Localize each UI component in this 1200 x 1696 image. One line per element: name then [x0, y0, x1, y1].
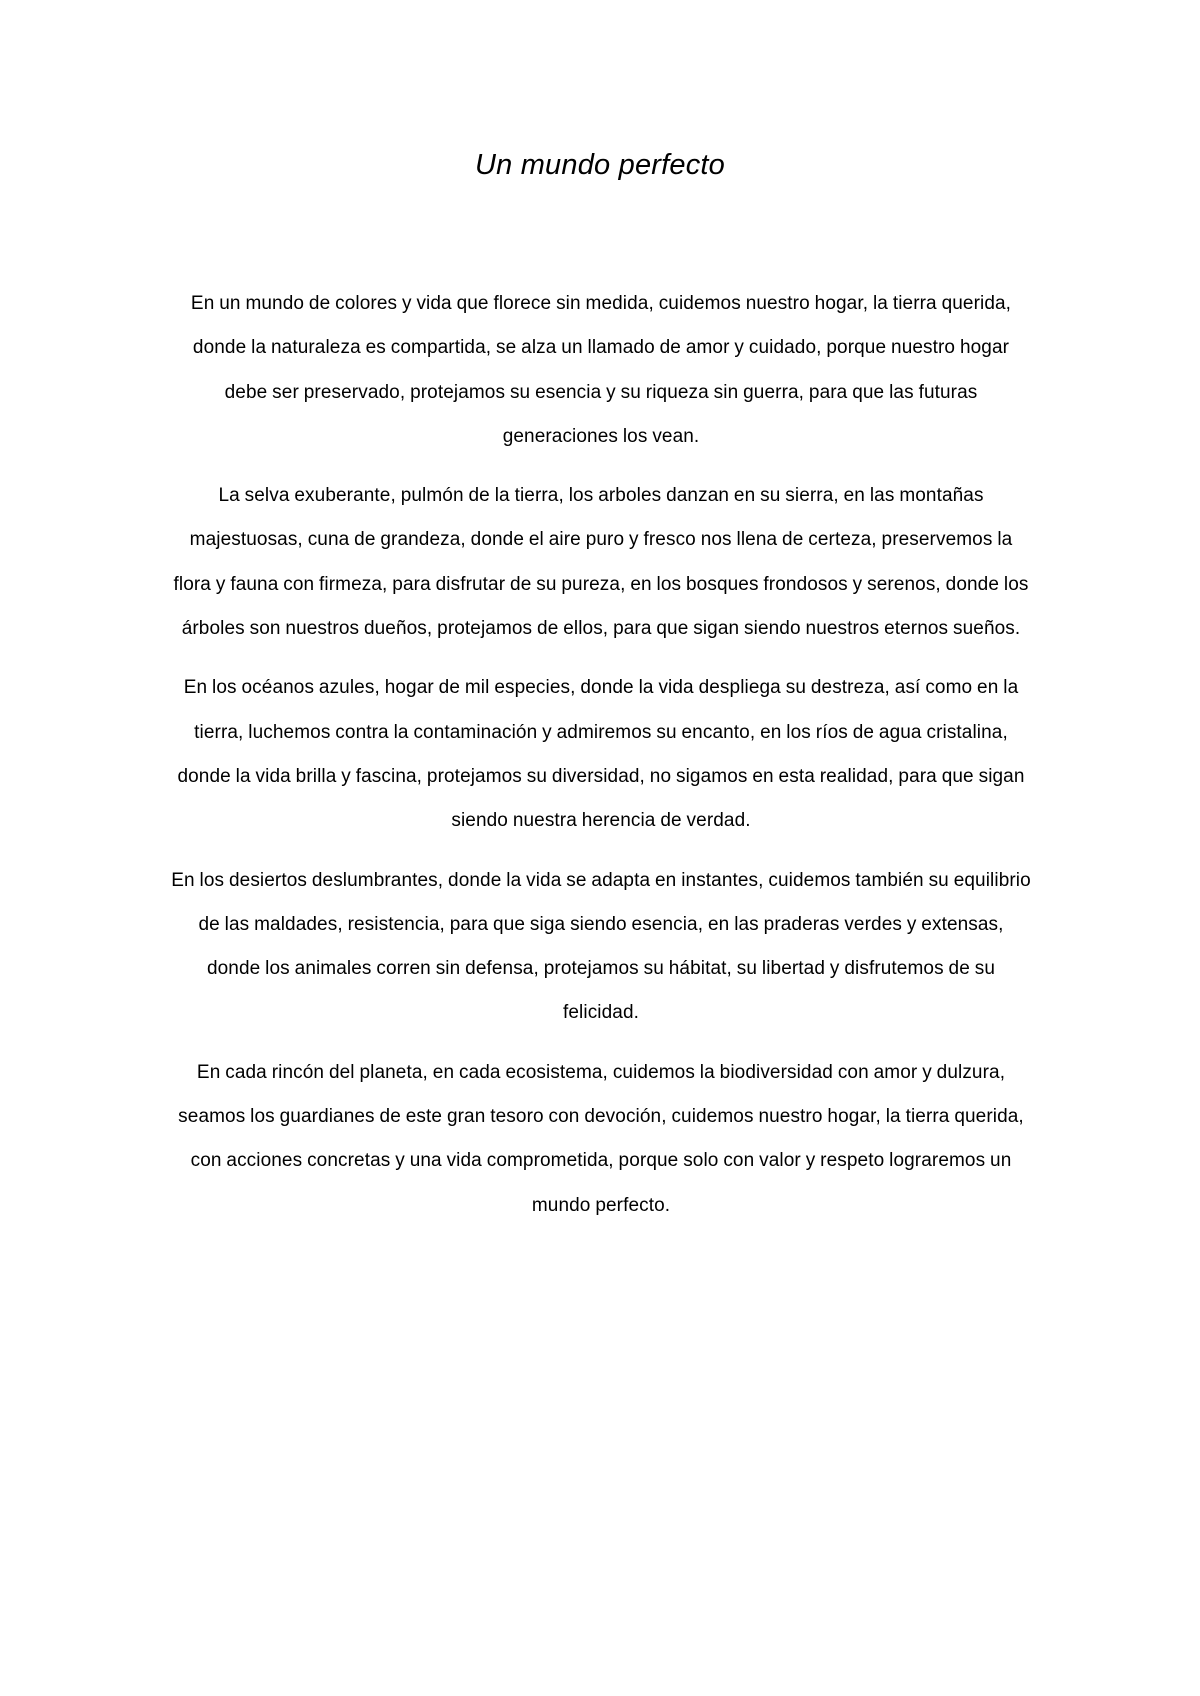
paragraph-1: En un mundo de colores y vida que florece sin medida, cuidemos nuestro hogar, la tierra querida, donde la naturaleza es compartida, se alza un llamado de amor y cuidado, porque nuestro hogar debe ser preservado, protejamos su esencia y su riqueza sin guerra, para que las futuras generaciones los vean. — [190, 293, 1012, 447]
paragraph-5: En cada rincón del planeta, en cada ecosistema, cuidemos la biodiversidad con amor y dulzura, seamos los guardianes de este gran tesoro con devoción, cuidemos nuestro hogar, la tierra querida, con acciones concretas y una vida comprometida, porque solo con valor y respeto lograremos un mundo perfecto. — [178, 1061, 1024, 1216]
paragraph-3: En los océanos azules, hogar de mil especies, donde la vida despliega su destreza, así como en la tierra, luchemos contra la contaminación y admiremos su encanto, en los ríos de agua cristalina, donde la vida brilla y fascina, protejamos su diversidad, no sigamos en esta realidad, para que sigan siendo nuestra herencia de verdad. — [177, 677, 1025, 832]
document-body — [170, 282, 1032, 1228]
paragraph-2: La selva exuberante, pulmón de la tierra, los arboles danzan en su sierra, en las montañas majestuosas, cuna de grandeza, donde el aire puro y fresco nos llena de certeza, preservemos la flora y fauna con firmeza, para disfrutar de su pureza, en los bosques frondosos y serenos, donde los árboles son nuestros dueños, protejamos de ellos, para que sigan siendo nuestros eternos sueños. — [173, 485, 1029, 640]
document-title: Un mundo perfecto — [474, 149, 726, 181]
paragraph-4: En los desiertos deslumbrantes, donde la vida se adapta en instantes, cuidemos también su equilibrio de las maldades, resistencia, para que siga siendo esencia, en las praderas verdes y extensas, donde los animales corren sin defensa, protejamos su hábitat, su libertad y disfrutemos de su felicidad. — [171, 869, 1031, 1024]
